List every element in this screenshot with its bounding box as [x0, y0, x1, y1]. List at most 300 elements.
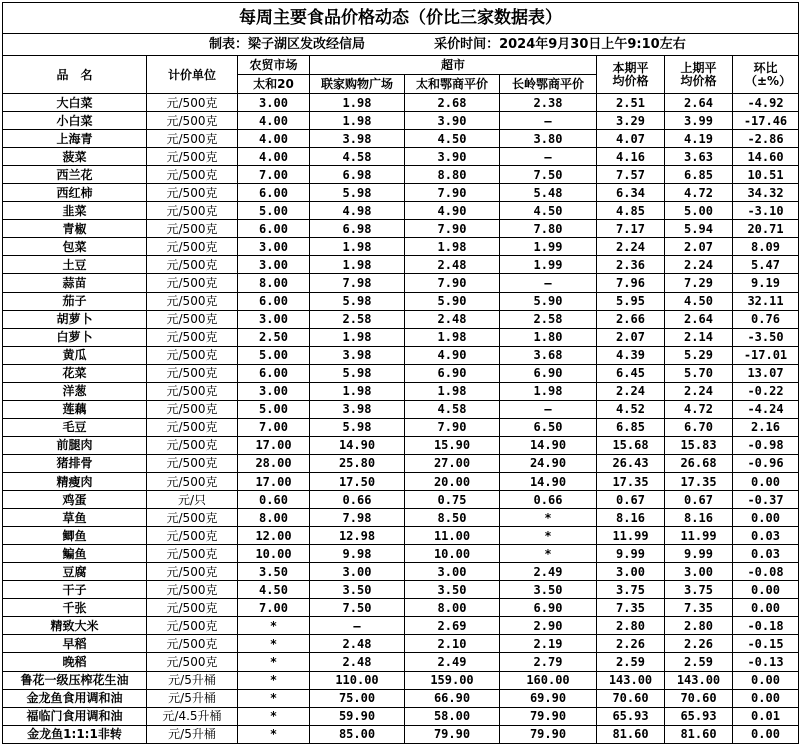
row-name-cell: 白萝卜 — [3, 328, 147, 346]
row-taihe-price-cell: 4.58 — [405, 400, 500, 418]
row-current-average-cell: 11.99 — [597, 527, 665, 545]
row-current-average-cell: 2.24 — [597, 382, 665, 400]
row-farm-price-cell: 12.00 — [238, 527, 310, 545]
row-previous-average-cell: 17.35 — [665, 472, 733, 490]
row-change-cell: 0.00 — [733, 671, 799, 689]
row-current-average-cell: 2.80 — [597, 617, 665, 635]
row-taihe-price-cell: 7.90 — [405, 418, 500, 436]
collection-time-label: 采价时间：2024年9月30日上午9:10左右 — [434, 37, 686, 52]
row-name-cell: 花菜 — [3, 364, 147, 382]
row-lianjia-price-cell: 75.00 — [310, 689, 405, 707]
row-taihe-price-cell: 58.00 — [405, 707, 500, 725]
price-table-sheet — [2, 2, 798, 753]
table-row — [3, 130, 799, 148]
row-name-cell: 鸡蛋 — [3, 491, 147, 509]
table-row — [3, 112, 799, 130]
row-unit-cell: 元/500克 — [147, 148, 238, 166]
row-unit-cell: 元/500克 — [147, 274, 238, 292]
compiler-label: 制表：梁子湖区发改经信局 — [208, 37, 365, 52]
row-current-average-cell: 4.07 — [597, 130, 665, 148]
row-current-average-cell: 70.60 — [597, 689, 665, 707]
row-change-cell: -3.50 — [733, 328, 799, 346]
table-row — [3, 563, 799, 581]
row-farm-price-cell: 4.00 — [238, 112, 310, 130]
row-previous-average-cell: 2.26 — [665, 635, 733, 653]
row-taihe-price-cell: 8.50 — [405, 509, 500, 527]
row-previous-average-cell: 5.00 — [665, 202, 733, 220]
row-unit-cell: 元/5升桶 — [147, 671, 238, 689]
row-name-cell: 大白菜 — [3, 94, 147, 112]
row-farm-price-cell: 7.00 — [238, 599, 310, 617]
row-taihe-price-cell: 3.90 — [405, 148, 500, 166]
row-farm-price-cell: * — [238, 635, 310, 653]
table-row — [3, 292, 799, 310]
row-unit-cell: 元/500克 — [147, 400, 238, 418]
row-lianjia-price-cell: 110.00 — [310, 671, 405, 689]
row-lianjia-price-cell: 5.98 — [310, 292, 405, 310]
row-farm-price-cell: 17.00 — [238, 472, 310, 490]
row-unit-cell: 元/500克 — [147, 292, 238, 310]
row-name-cell: 小白菜 — [3, 112, 147, 130]
row-unit-cell: 元/500克 — [147, 436, 238, 454]
row-farm-price-cell: 6.00 — [238, 220, 310, 238]
row-unit-cell: 元/500克 — [147, 472, 238, 490]
row-lianjia-price-cell: 1.98 — [310, 238, 405, 256]
row-changling-price-cell: 3.68 — [500, 346, 597, 364]
row-previous-average-cell: 5.70 — [665, 364, 733, 382]
row-unit-cell: 元/500克 — [147, 617, 238, 635]
row-unit-cell: 元/500克 — [147, 346, 238, 364]
row-unit-cell: 元/500克 — [147, 509, 238, 527]
row-change-cell: 13.07 — [733, 364, 799, 382]
row-changling-price-cell: * — [500, 509, 597, 527]
row-changling-price-cell: 24.90 — [500, 454, 597, 472]
row-change-cell: -0.18 — [733, 617, 799, 635]
table-row — [3, 418, 799, 436]
row-unit-cell: 元/500克 — [147, 545, 238, 563]
row-name-cell: 西兰花 — [3, 166, 147, 184]
table-row — [3, 436, 799, 454]
row-change-cell: 5.47 — [733, 256, 799, 274]
row-taihe-price-cell: 159.00 — [405, 671, 500, 689]
row-unit-cell: 元/4.5升桶 — [147, 707, 238, 725]
row-farm-price-cell: 4.50 — [238, 581, 310, 599]
table-row — [3, 599, 799, 617]
row-lianjia-price-cell: 3.98 — [310, 346, 405, 364]
row-change-cell: -0.22 — [733, 382, 799, 400]
row-changling-price-cell: 2.49 — [500, 563, 597, 581]
row-changling-price-cell: 3.80 — [500, 130, 597, 148]
row-changling-price-cell: 5.48 — [500, 184, 597, 202]
row-changling-price-cell: 160.00 — [500, 671, 597, 689]
row-taihe-price-cell: 20.00 — [405, 472, 500, 490]
row-name-cell: 前腿肉 — [3, 436, 147, 454]
table-title: 每周主要食品价格动态（价比三家数据表） — [3, 3, 799, 34]
row-lianjia-price-cell: 5.98 — [310, 184, 405, 202]
row-farm-price-cell: 6.00 — [238, 184, 310, 202]
row-change-cell: -17.46 — [733, 112, 799, 130]
row-changling-price-cell: 7.50 — [500, 166, 597, 184]
row-taihe-price-cell: 2.48 — [405, 310, 500, 328]
table-row — [3, 328, 799, 346]
row-farm-price-cell: 3.00 — [238, 94, 310, 112]
row-changling-price-cell: 14.90 — [500, 436, 597, 454]
row-unit-cell: 元/500克 — [147, 581, 238, 599]
row-farm-price-cell: * — [238, 617, 310, 635]
row-previous-average-cell: 6.70 — [665, 418, 733, 436]
row-name-cell: 包菜 — [3, 238, 147, 256]
row-change-cell: 0.01 — [733, 707, 799, 725]
row-previous-average-cell: 70.60 — [665, 689, 733, 707]
row-name-cell: 鲁花一级压榨花生油 — [3, 671, 147, 689]
row-previous-average-cell: 7.29 — [665, 274, 733, 292]
row-farm-price-cell: * — [238, 707, 310, 725]
row-changling-price-cell: 7.80 — [500, 220, 597, 238]
row-farm-price-cell: * — [238, 653, 310, 671]
row-name-cell: 茄子 — [3, 292, 147, 310]
row-farm-price-cell: 7.00 — [238, 166, 310, 184]
row-lianjia-price-cell: 2.48 — [310, 653, 405, 671]
row-taihe-price-cell: 1.98 — [405, 238, 500, 256]
row-taihe-price-cell: 3.50 — [405, 581, 500, 599]
row-previous-average-cell: 8.16 — [665, 509, 733, 527]
table-row — [3, 400, 799, 418]
row-taihe-price-cell: 2.49 — [405, 653, 500, 671]
row-farm-price-cell: 5.00 — [238, 202, 310, 220]
row-current-average-cell: 5.95 — [597, 292, 665, 310]
row-taihe-price-cell: 7.90 — [405, 274, 500, 292]
row-taihe-price-cell: 3.90 — [405, 112, 500, 130]
row-unit-cell: 元/500克 — [147, 364, 238, 382]
row-name-cell: 毛豆 — [3, 418, 147, 436]
row-changling-price-cell: 1.99 — [500, 256, 597, 274]
row-change-cell: -0.15 — [733, 635, 799, 653]
row-previous-average-cell: 2.24 — [665, 256, 733, 274]
row-unit-cell: 元/500克 — [147, 238, 238, 256]
table-row — [3, 382, 799, 400]
row-name-cell: 西红柿 — [3, 184, 147, 202]
row-lianjia-price-cell: 3.98 — [310, 400, 405, 418]
row-current-average-cell: 3.75 — [597, 581, 665, 599]
row-changling-price-cell: 79.90 — [500, 725, 597, 743]
row-taihe-price-cell: 1.98 — [405, 382, 500, 400]
header-previous-average: 上期平均价格 — [665, 56, 733, 94]
row-change-cell: 0.00 — [733, 581, 799, 599]
row-farm-price-cell: 8.00 — [238, 274, 310, 292]
table-row — [3, 671, 799, 689]
row-current-average-cell: 6.34 — [597, 184, 665, 202]
row-change-cell: 0.00 — [733, 509, 799, 527]
row-change-cell: 2.16 — [733, 418, 799, 436]
row-lianjia-price-cell: 3.98 — [310, 130, 405, 148]
row-change-cell: 0.00 — [733, 599, 799, 617]
row-name-cell: 青椒 — [3, 220, 147, 238]
table-row — [3, 274, 799, 292]
row-change-cell: -0.08 — [733, 563, 799, 581]
row-name-cell: 干子 — [3, 581, 147, 599]
row-lianjia-price-cell: 6.98 — [310, 220, 405, 238]
row-farm-price-cell: * — [238, 725, 310, 743]
row-previous-average-cell: 143.00 — [665, 671, 733, 689]
row-change-cell: -3.10 — [733, 202, 799, 220]
table-row — [3, 94, 799, 112]
table-row — [3, 472, 799, 490]
table-row — [3, 635, 799, 653]
row-lianjia-price-cell: 0.66 — [310, 491, 405, 509]
row-name-cell: 精瘦肉 — [3, 472, 147, 490]
row-lianjia-price-cell: 9.98 — [310, 545, 405, 563]
row-name-cell: 菠菜 — [3, 148, 147, 166]
row-current-average-cell: 2.36 — [597, 256, 665, 274]
row-taihe-price-cell: 66.90 — [405, 689, 500, 707]
row-changling-price-cell: 1.99 — [500, 238, 597, 256]
row-previous-average-cell: 2.07 — [665, 238, 733, 256]
row-change-cell: -0.98 — [733, 436, 799, 454]
row-lianjia-price-cell: 7.50 — [310, 599, 405, 617]
row-change-cell: -4.92 — [733, 94, 799, 112]
row-taihe-price-cell: 4.50 — [405, 130, 500, 148]
row-farm-price-cell: 6.00 — [238, 292, 310, 310]
row-current-average-cell: 2.59 — [597, 653, 665, 671]
row-farm-price-cell: 2.50 — [238, 328, 310, 346]
row-changling-price-cell: – — [500, 400, 597, 418]
table-row — [3, 707, 799, 725]
row-previous-average-cell: 65.93 — [665, 707, 733, 725]
row-changling-price-cell: 1.98 — [500, 382, 597, 400]
row-current-average-cell: 8.16 — [597, 509, 665, 527]
row-taihe-price-cell: 15.90 — [405, 436, 500, 454]
row-lianjia-price-cell: 1.98 — [310, 328, 405, 346]
row-farm-price-cell: 10.00 — [238, 545, 310, 563]
row-previous-average-cell: 5.94 — [665, 220, 733, 238]
row-current-average-cell: 17.35 — [597, 472, 665, 490]
row-unit-cell: 元/500克 — [147, 184, 238, 202]
row-name-cell: 福临门食用调和油 — [3, 707, 147, 725]
row-unit-cell: 元/500克 — [147, 653, 238, 671]
row-previous-average-cell: 4.72 — [665, 184, 733, 202]
table-row — [3, 617, 799, 635]
row-name-cell: 土豆 — [3, 256, 147, 274]
row-current-average-cell: 3.29 — [597, 112, 665, 130]
row-name-cell: 洋葱 — [3, 382, 147, 400]
row-name-cell: 鲫鱼 — [3, 527, 147, 545]
row-previous-average-cell: 5.29 — [665, 346, 733, 364]
row-previous-average-cell: 2.80 — [665, 617, 733, 635]
row-change-cell: -17.01 — [733, 346, 799, 364]
row-previous-average-cell: 6.85 — [665, 166, 733, 184]
row-previous-average-cell: 4.50 — [665, 292, 733, 310]
row-unit-cell: 元/500克 — [147, 220, 238, 238]
row-lianjia-price-cell: 3.50 — [310, 581, 405, 599]
row-previous-average-cell: 11.99 — [665, 527, 733, 545]
row-current-average-cell: 143.00 — [597, 671, 665, 689]
row-unit-cell: 元/500克 — [147, 166, 238, 184]
row-taihe-price-cell: 27.00 — [405, 454, 500, 472]
row-unit-cell: 元/500克 — [147, 418, 238, 436]
header-name: 品 名 — [3, 56, 147, 94]
table-row — [3, 148, 799, 166]
row-change-cell: 0.00 — [733, 472, 799, 490]
table-row — [3, 581, 799, 599]
row-unit-cell: 元/5升桶 — [147, 725, 238, 743]
row-previous-average-cell: 0.67 — [665, 491, 733, 509]
table-row — [3, 527, 799, 545]
row-taihe-price-cell: 4.90 — [405, 202, 500, 220]
row-current-average-cell: 2.51 — [597, 94, 665, 112]
header-supermarket: 超市 — [310, 56, 597, 75]
row-taihe-price-cell: 2.10 — [405, 635, 500, 653]
row-farm-price-cell: 5.00 — [238, 346, 310, 364]
row-lianjia-price-cell: 2.48 — [310, 635, 405, 653]
row-current-average-cell: 2.66 — [597, 310, 665, 328]
row-previous-average-cell: 2.64 — [665, 94, 733, 112]
row-change-cell: 0.03 — [733, 545, 799, 563]
row-changling-price-cell: * — [500, 527, 597, 545]
row-lianjia-price-cell: 3.00 — [310, 563, 405, 581]
row-changling-price-cell: 3.50 — [500, 581, 597, 599]
row-taihe-price-cell: 4.90 — [405, 346, 500, 364]
row-farm-price-cell: 7.00 — [238, 418, 310, 436]
row-lianjia-price-cell: 14.90 — [310, 436, 405, 454]
row-previous-average-cell: 7.35 — [665, 599, 733, 617]
row-lianjia-price-cell: 17.50 — [310, 472, 405, 490]
row-taihe-price-cell: 0.75 — [405, 491, 500, 509]
row-previous-average-cell: 2.24 — [665, 382, 733, 400]
header-farm-taihe20: 太和20 — [238, 75, 310, 94]
row-current-average-cell: 9.99 — [597, 545, 665, 563]
row-current-average-cell: 7.35 — [597, 599, 665, 617]
row-taihe-price-cell: 7.90 — [405, 184, 500, 202]
row-changling-price-cell: 2.38 — [500, 94, 597, 112]
row-current-average-cell: 81.60 — [597, 725, 665, 743]
row-farm-price-cell: 0.60 — [238, 491, 310, 509]
row-changling-price-cell: – — [500, 112, 597, 130]
table-info-row — [3, 34, 799, 56]
row-current-average-cell: 4.85 — [597, 202, 665, 220]
row-lianjia-price-cell: 1.98 — [310, 94, 405, 112]
row-change-cell: -0.37 — [733, 491, 799, 509]
row-previous-average-cell: 3.00 — [665, 563, 733, 581]
row-farm-price-cell: 5.00 — [238, 400, 310, 418]
row-farm-price-cell: * — [238, 689, 310, 707]
row-changling-price-cell: 6.90 — [500, 364, 597, 382]
row-current-average-cell: 7.96 — [597, 274, 665, 292]
row-name-cell: 千张 — [3, 599, 147, 617]
row-lianjia-price-cell: 1.98 — [310, 382, 405, 400]
row-farm-price-cell: 3.00 — [238, 238, 310, 256]
table-row — [3, 220, 799, 238]
table-row — [3, 491, 799, 509]
row-lianjia-price-cell: 59.90 — [310, 707, 405, 725]
row-unit-cell: 元/500克 — [147, 130, 238, 148]
row-name-cell: 豆腐 — [3, 563, 147, 581]
table-row — [3, 202, 799, 220]
table-row — [3, 454, 799, 472]
row-change-cell: 10.51 — [733, 166, 799, 184]
row-taihe-price-cell: 8.80 — [405, 166, 500, 184]
row-changling-price-cell: 5.90 — [500, 292, 597, 310]
row-lianjia-price-cell: 7.98 — [310, 509, 405, 527]
row-changling-price-cell: 6.90 — [500, 599, 597, 617]
row-lianjia-price-cell: 4.98 — [310, 202, 405, 220]
row-taihe-price-cell: 2.69 — [405, 617, 500, 635]
row-current-average-cell: 2.26 — [597, 635, 665, 653]
row-taihe-price-cell: 11.00 — [405, 527, 500, 545]
row-changling-price-cell: – — [500, 274, 597, 292]
row-farm-price-cell: 4.00 — [238, 130, 310, 148]
row-current-average-cell: 26.43 — [597, 454, 665, 472]
row-name-cell: 金龙鱼1:1:1非转 — [3, 725, 147, 743]
row-previous-average-cell: 4.19 — [665, 130, 733, 148]
row-change-cell: -2.86 — [733, 130, 799, 148]
row-lianjia-price-cell: 5.98 — [310, 364, 405, 382]
row-changling-price-cell: 79.90 — [500, 707, 597, 725]
row-taihe-price-cell: 5.90 — [405, 292, 500, 310]
row-current-average-cell: 6.45 — [597, 364, 665, 382]
row-name-cell: 早稻 — [3, 635, 147, 653]
row-taihe-price-cell: 2.68 — [405, 94, 500, 112]
table-row — [3, 364, 799, 382]
row-lianjia-price-cell: 5.98 — [310, 418, 405, 436]
row-farm-price-cell: * — [238, 671, 310, 689]
row-lianjia-price-cell: 12.98 — [310, 527, 405, 545]
row-change-cell: 9.19 — [733, 274, 799, 292]
row-name-cell: 草鱼 — [3, 509, 147, 527]
row-lianjia-price-cell: 2.58 — [310, 310, 405, 328]
row-name-cell: 上海青 — [3, 130, 147, 148]
row-farm-price-cell: 3.00 — [238, 256, 310, 274]
row-name-cell: 猪排骨 — [3, 454, 147, 472]
row-previous-average-cell: 4.72 — [665, 400, 733, 418]
row-name-cell: 精致大米 — [3, 617, 147, 635]
row-farm-price-cell: 6.00 — [238, 364, 310, 382]
row-change-cell: 0.00 — [733, 689, 799, 707]
row-current-average-cell: 4.52 — [597, 400, 665, 418]
row-change-cell: 8.09 — [733, 238, 799, 256]
row-name-cell: 晚稻 — [3, 653, 147, 671]
header-change-percent: 环比（±%） — [733, 56, 799, 94]
header-current-average: 本期平均价格 — [597, 56, 665, 94]
row-taihe-price-cell: 7.90 — [405, 220, 500, 238]
table-row — [3, 725, 799, 743]
row-changling-price-cell: 2.90 — [500, 617, 597, 635]
row-current-average-cell: 15.68 — [597, 436, 665, 454]
row-changling-price-cell: 14.90 — [500, 472, 597, 490]
row-lianjia-price-cell: 4.58 — [310, 148, 405, 166]
row-name-cell: 胡萝卜 — [3, 310, 147, 328]
row-changling-price-cell: – — [500, 148, 597, 166]
row-previous-average-cell: 3.63 — [665, 148, 733, 166]
row-lianjia-price-cell: 7.98 — [310, 274, 405, 292]
row-change-cell: 14.60 — [733, 148, 799, 166]
row-changling-price-cell: 1.80 — [500, 328, 597, 346]
row-unit-cell: 元/5升桶 — [147, 689, 238, 707]
row-change-cell: 34.32 — [733, 184, 799, 202]
table-row — [3, 689, 799, 707]
row-unit-cell: 元/500克 — [147, 328, 238, 346]
table-row — [3, 653, 799, 671]
row-unit-cell: 元/500克 — [147, 635, 238, 653]
table-row — [3, 166, 799, 184]
header-unit: 计价单位 — [147, 56, 238, 94]
row-change-cell: 20.71 — [733, 220, 799, 238]
row-current-average-cell: 65.93 — [597, 707, 665, 725]
row-current-average-cell: 4.16 — [597, 148, 665, 166]
row-previous-average-cell: 15.83 — [665, 436, 733, 454]
row-current-average-cell: 6.85 — [597, 418, 665, 436]
table-row — [3, 256, 799, 274]
row-change-cell: 0.00 — [733, 725, 799, 743]
